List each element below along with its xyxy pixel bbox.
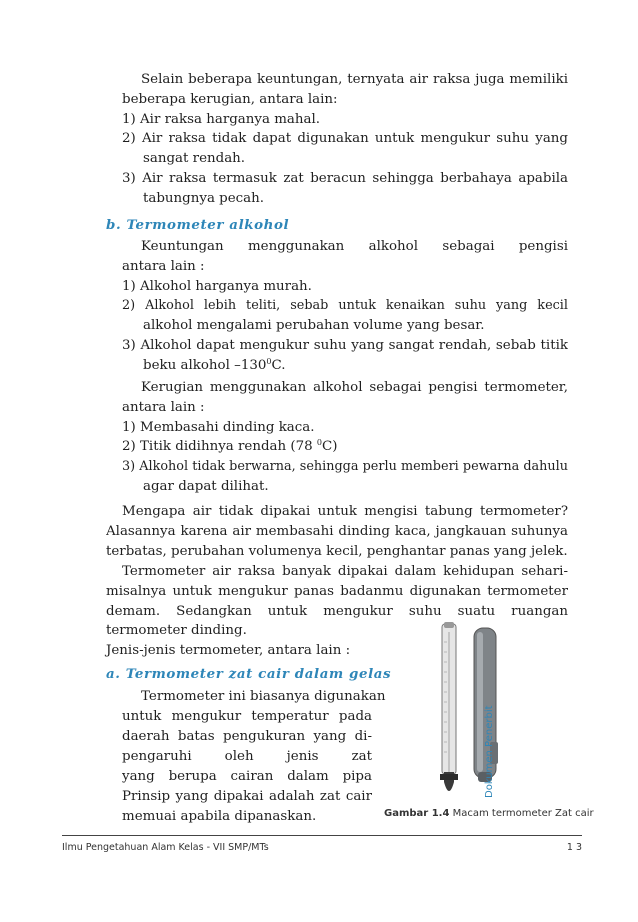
paragraph-line: Termometer ini biasanya digunakan <box>141 689 386 704</box>
list-item: 2) Alkohol lebih teliti, sebab untuk kenaikan suhu yang kecil <box>122 298 568 313</box>
paragraph-line: terbatas, perubahan volumenya kecil, penghantar panas yang jelek. <box>106 544 568 559</box>
paragraph-line: Prinsip yang dipakai adalah zat cair <box>122 789 372 804</box>
text-run: beku alkohol –130 <box>143 358 267 373</box>
list-item-cont <box>143 356 286 376</box>
paragraph-line: Mengapa air tidak dipakai untuk mengisi tabung termometer? <box>122 504 568 519</box>
paragraph-line: termometer dinding. <box>106 623 247 638</box>
text-run: C. <box>271 358 286 373</box>
text-run: 2) Titik didihnya rendah (78 <box>122 439 317 454</box>
list-item: 2) Air raksa tidak dapat digunakan untuk mengukur suhu yang <box>122 131 568 146</box>
paragraph-line: antara lain : <box>122 400 205 415</box>
page-footer <box>62 842 582 854</box>
list-item: 3) Alkohol tidak berwarna, sehingga perlu memberi pewarna dahulu <box>122 459 568 474</box>
footer-title: Ilmu Pengetahuan Alam Kelas - VII SMP/MTs <box>62 842 269 853</box>
paragraph-line: Alasannya karena air membasahi dinding kaca, jangkauan suhunya <box>106 524 568 539</box>
paragraph-line: Kerugian menggunakan alkohol sebagai pengisi termometer, <box>141 380 568 395</box>
list-item: 1) Membasahi dinding kaca. <box>122 420 315 435</box>
list-item: 3) Air raksa termasuk zat beracun sehingga berbahaya apabila <box>122 171 568 186</box>
paragraph-line: Termometer air raksa banyak dipakai dalam kehidupan sehari- <box>122 564 568 579</box>
paragraph-line: Selain beberapa keuntungan, ternyata air raksa juga memiliki <box>141 72 568 87</box>
list-item-cont: alkohol mengalami perubahan volume yang besar. <box>143 318 485 333</box>
superscript: 0 <box>266 357 272 366</box>
paragraph-line: beberapa kerugian, antara lain: <box>122 92 338 107</box>
section-heading: a. Termometer zat cair dalam gelas <box>106 666 392 682</box>
figure-caption <box>384 808 594 819</box>
section-heading: b. Termometer alkohol <box>106 217 290 233</box>
paragraph-line: untuk mengukur temperatur pada <box>122 709 372 724</box>
paragraph-line: memuai apabila dipanaskan. <box>122 809 317 824</box>
paragraph-line: antara lain : <box>122 259 205 274</box>
list-item <box>122 437 338 457</box>
text-run: C) <box>322 439 338 454</box>
list-item: 1) Air raksa harganya mahal. <box>122 112 321 127</box>
caption-label: Gambar 1.4 <box>384 808 450 819</box>
page-number: 1 3 <box>566 842 582 853</box>
list-item: 3) Alkohol dapat mengukur suhu yang sangat rendah, sebab titik <box>122 338 568 353</box>
list-item-cont: agar dapat dilihat. <box>143 479 269 494</box>
paragraph-line: Jenis-jenis termometer, antara lain : <box>106 643 351 658</box>
superscript: 0 <box>316 438 323 447</box>
paragraph-line: daerah batas pengukuran yang di- <box>122 729 372 744</box>
paragraph-line: Keuntungan menggunakan alkohol sebagai pengisi <box>141 239 568 254</box>
thermometer-figure <box>414 622 514 802</box>
footer-divider <box>62 835 582 836</box>
paragraph-line: demam. Sedangkan untuk mengukur suhu suatu ruangan <box>106 604 568 619</box>
list-item-cont: sangat rendah. <box>143 151 246 166</box>
figure-credit: Dokumen Penerbit <box>484 705 495 798</box>
glass-thermometer-icon <box>440 622 458 791</box>
paragraph-line: yang berupa cairan dalam pipa <box>122 769 372 784</box>
paragraph-line: misalnya untuk mengukur panas badanmu digunakan termometer <box>106 584 568 599</box>
paragraph-line: pengaruhi oleh jenis zat <box>122 749 372 764</box>
list-item-cont: tabungnya pecah. <box>143 191 265 206</box>
caption-text: Macam termometer Zat cair <box>452 808 594 819</box>
list-item: 1) Alkohol harganya murah. <box>122 279 312 294</box>
